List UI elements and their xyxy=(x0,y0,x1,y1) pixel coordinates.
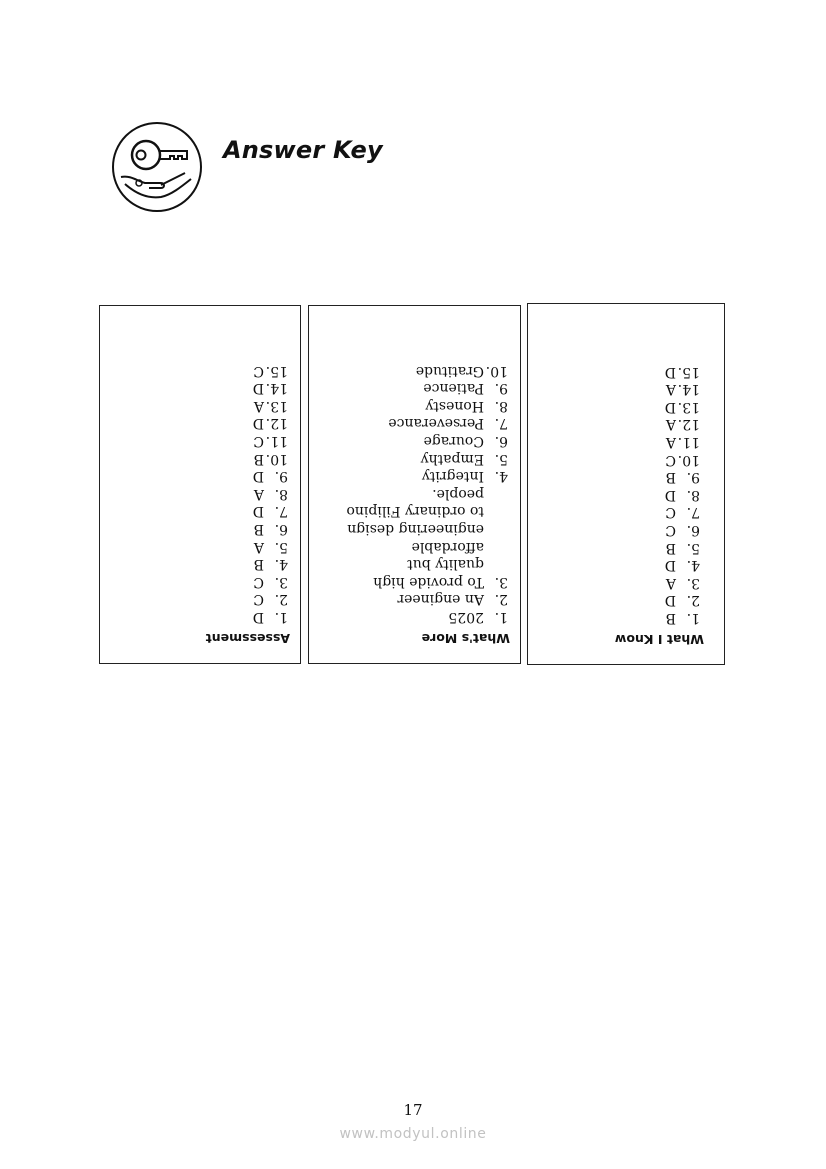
list-item: 2. An engineer xyxy=(397,591,508,608)
list-item: 5. B xyxy=(665,539,700,556)
list-item: 9. Patience xyxy=(423,380,508,397)
list-item: 14. A xyxy=(665,381,700,398)
list-item: 2. D xyxy=(664,592,700,609)
page-title: Answer Key xyxy=(223,136,383,164)
answer-list-whats-more xyxy=(346,361,508,625)
list-item: 1. 2025 xyxy=(448,609,508,625)
list-item: 8. Honesty xyxy=(425,397,508,414)
list-item: quality but xyxy=(407,556,484,573)
watermark: www.modyul.online xyxy=(339,1126,487,1142)
box-heading-whats-more: What's More xyxy=(421,631,510,646)
list-item: 4. D xyxy=(664,557,700,574)
list-item: 9. B xyxy=(665,469,700,486)
page-number: 17 xyxy=(403,1101,423,1119)
list-item: affordable xyxy=(411,538,484,555)
answer-box-what-i-know xyxy=(527,303,725,665)
list-item: 3. To provide high xyxy=(373,573,508,590)
box-heading-assessment: Assessment xyxy=(205,631,290,646)
list-item: to ordinary Filipino xyxy=(346,503,484,520)
list-item: 11. C xyxy=(253,433,288,450)
list-item: 15. C xyxy=(253,362,288,379)
list-item: 11. A xyxy=(665,434,700,451)
list-item: 10. Gratitude xyxy=(415,362,508,379)
list-item: 3. A xyxy=(665,574,700,591)
list-item: 3. C xyxy=(253,573,288,590)
list-item: 1. D xyxy=(252,609,288,625)
list-item: 4. Integrity xyxy=(421,468,508,485)
list-item: 6. C xyxy=(665,522,700,539)
list-item: people. xyxy=(432,485,484,502)
list-item: 10. C xyxy=(665,451,700,468)
list-item: 4. B xyxy=(253,556,288,573)
key-in-hand-icon xyxy=(111,121,203,213)
list-item: 6. B xyxy=(253,521,288,538)
list-item: 5. Empathy xyxy=(420,450,508,467)
list-item: 9. D xyxy=(252,468,288,485)
list-item: 6. Courage xyxy=(423,433,508,450)
list-item: 13. D xyxy=(664,398,700,415)
box-heading-what-i-know: What I Know xyxy=(614,632,704,647)
list-item: 12. D xyxy=(252,415,288,432)
list-item: 8. D xyxy=(664,486,700,503)
answer-box-whats-more xyxy=(308,305,521,664)
list-item: 8. A xyxy=(253,485,288,502)
list-item: 7. D xyxy=(252,503,288,520)
list-item: 10. B xyxy=(253,450,288,467)
list-item: 12. A xyxy=(665,416,700,433)
answer-box-assessment xyxy=(99,305,301,664)
list-item: 7. C xyxy=(665,504,700,521)
list-item: 2. C xyxy=(253,591,288,608)
list-item: engineering design xyxy=(347,521,484,538)
list-item: 14. D xyxy=(252,380,288,397)
answer-list-assessment xyxy=(253,361,288,625)
list-item: 15. D xyxy=(664,363,700,380)
list-item: 5. A xyxy=(253,538,288,555)
answer-list-what-i-know xyxy=(665,362,700,626)
list-item: 7. Perseverance xyxy=(388,415,508,432)
list-item: 13. A xyxy=(253,397,288,414)
list-item: 1. B xyxy=(665,610,700,626)
